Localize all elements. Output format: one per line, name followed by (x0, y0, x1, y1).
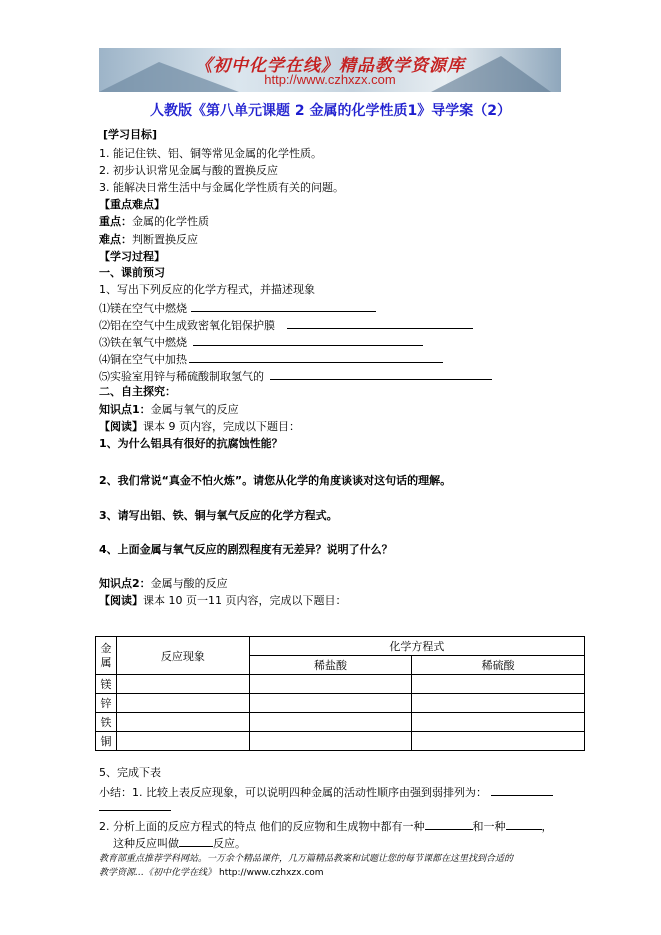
h2so4-header: 稀硫酸 (412, 656, 585, 675)
difficulty-line (99, 233, 198, 247)
metal-acid-table (95, 636, 585, 751)
footer-url[interactable]: http://www.czhxzx.com (219, 868, 324, 878)
reaction-item: ⑷铜在空气中加热 (99, 351, 443, 367)
goal-item: 2. 初步认识常见金属与酸的置换反应 (99, 164, 278, 177)
banner-title: 《初中化学在线》精品教学资源库 (195, 56, 465, 76)
answer-blank[interactable] (99, 810, 171, 811)
explore-heading: 二、自主探究： (99, 385, 176, 398)
table-row (96, 675, 585, 694)
keypoints-heading: 【重点难点】 (99, 198, 165, 211)
k1-question: 4、上面金属与氧气反应的剧烈程度有无差异？说明了什么？ (99, 543, 393, 556)
summary-line-3: 这种反应叫做 反应。 (113, 837, 246, 850)
difficulty-text: 判断置换反应 (132, 233, 198, 246)
table-row (96, 694, 585, 713)
answer-cell[interactable] (116, 713, 249, 732)
footer-line-1: 教育部重点推荐学科网站。一万余个精品课件，几万篇精品教案和试题让您的每节课都在这里找到合适的 (99, 854, 514, 864)
answer-cell[interactable] (249, 732, 412, 751)
answer-cell[interactable] (249, 675, 412, 694)
metal-header: 金 属 (96, 637, 117, 675)
k1-read: 【阅读】课本 9 页内容，完成以下题目： (99, 420, 300, 433)
answer-blank[interactable] (425, 818, 473, 830)
hcl-header: 稀盐酸 (249, 656, 412, 675)
k1-question: 2、我们常说“真金不怕火炼”。请您从化学的角度谈谈对这句话的理解。 (99, 474, 452, 487)
answer-cell[interactable] (249, 713, 412, 732)
metal-cell: 锌 (96, 694, 117, 713)
preview-heading: 一、课前预习 (99, 266, 165, 279)
page-title: 人教版《第八单元课题 2 金属的化学性质1》导学案（2） (150, 103, 511, 119)
k1-heading: 知识点1：金属与氧气的反应 (99, 403, 239, 416)
goal-item: 3. 能解决日常生活中与金属化学性质有关的问题。 (99, 181, 344, 194)
answer-cell[interactable] (412, 732, 585, 751)
preview-intro: 1、写出下列反应的化学方程式，并描述现象 (99, 283, 315, 296)
k2-heading: 知识点2：金属与酸的反应 (99, 577, 228, 590)
answer-blank[interactable] (506, 818, 542, 830)
summary-line-2: 2. 分析上面的反应方程式的特点 他们的反应物和生成物中都有一种 和一种 ， (99, 820, 553, 833)
table-row (96, 732, 585, 751)
k2-read: 【阅读】课本 10 页一11 页内容，完成以下题目： (99, 594, 347, 607)
focus-label: 重点： (99, 215, 132, 228)
banner-url[interactable]: http://www.czhxzx.com (264, 72, 396, 87)
reaction-item: ⑴镁在空气中燃烧 (99, 300, 376, 316)
focus-text: 金属的化学性质 (132, 215, 209, 228)
answer-blank[interactable] (287, 317, 473, 329)
q5-label: 5、完成下表 (99, 766, 161, 779)
reaction-item: ⑵铝在空气中生成致密氧化铝保护膜 (99, 317, 473, 333)
focus-line (99, 215, 209, 229)
phenomenon-header: 反应现象 (116, 637, 249, 675)
answer-blank[interactable] (189, 351, 443, 363)
answer-cell[interactable] (412, 694, 585, 713)
answer-blank[interactable] (179, 835, 213, 847)
equation-header: 化学方程式 (249, 637, 584, 656)
answer-blank[interactable] (270, 368, 492, 380)
answer-cell[interactable] (412, 675, 585, 694)
answer-cell[interactable] (116, 694, 249, 713)
answer-cell[interactable] (412, 713, 585, 732)
footer-line-2: 教学资源…《初中化学在线》 http://www.czhxzx.com (99, 868, 324, 878)
summary-line-1: 小结：1. 比较上表反应现象，可以说明四种金属的活动性顺序由强到弱排列为： (99, 784, 553, 800)
metal-cell: 铜 (96, 732, 117, 751)
metal-cell: 镁 (96, 675, 117, 694)
reaction-item: ⑶铁在氧气中燃烧 (99, 334, 423, 350)
reaction-item: ⑸实验室用锌与稀硫酸制取氢气的 (99, 368, 492, 384)
answer-cell[interactable] (249, 694, 412, 713)
answer-cell[interactable] (116, 732, 249, 751)
header-banner (99, 48, 561, 92)
goal-item: 1. 能记住铁、铝、铜等常见金属的化学性质。 (99, 147, 322, 160)
difficulty-label: 难点： (99, 233, 132, 246)
table-row (96, 713, 585, 732)
answer-blank[interactable] (193, 334, 423, 346)
goals-heading: [学习目标] (103, 128, 158, 141)
answer-blank[interactable] (491, 784, 553, 796)
answer-cell[interactable] (116, 675, 249, 694)
answer-blank[interactable] (191, 300, 376, 312)
k1-question: 1、为什么铝具有很好的抗腐蚀性能？ (99, 437, 283, 450)
k1-question: 3、请写出铝、铁、铜与氧气反应的化学方程式。 (99, 509, 338, 522)
process-heading: 【学习过程】 (99, 250, 165, 263)
metal-cell: 铁 (96, 713, 117, 732)
